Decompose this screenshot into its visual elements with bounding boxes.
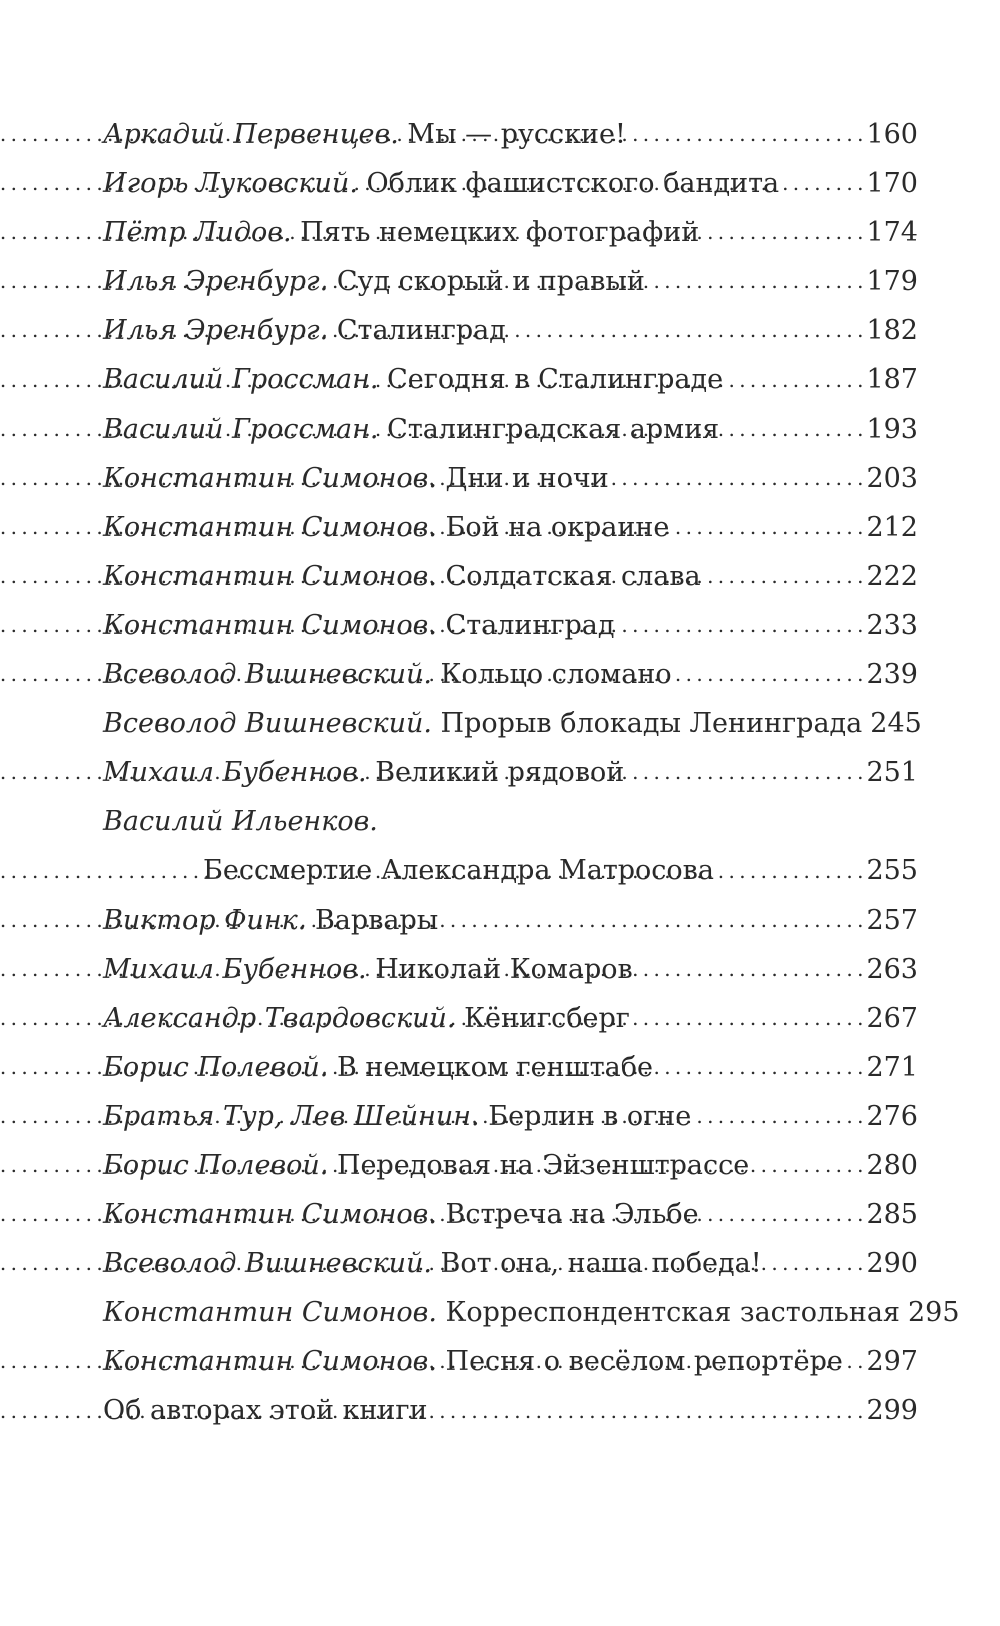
toc-page-number: 245 bbox=[870, 708, 922, 740]
toc-author: Всеволод Вишневский. bbox=[103, 659, 432, 691]
toc-title: Кёнигсберг bbox=[464, 1002, 630, 1034]
dot-leader bbox=[630, 110, 863, 159]
toc-page-number: 276 bbox=[866, 1100, 918, 1132]
toc-page-number: 263 bbox=[866, 953, 918, 985]
toc-entry bbox=[103, 355, 918, 404]
toc-title: Вот она, наша победа! bbox=[440, 1248, 762, 1280]
toc-title: Сегодня в Сталинграде bbox=[387, 364, 724, 396]
dot-leader bbox=[753, 1141, 862, 1190]
toc-page-number: 160 bbox=[866, 119, 918, 150]
toc-entry bbox=[103, 1190, 918, 1239]
toc-title: Берлин в огне bbox=[488, 1100, 692, 1132]
toc-entry bbox=[103, 405, 918, 454]
toc-page-number: 285 bbox=[866, 1199, 918, 1231]
toc-author: Всеволод Вишневский. bbox=[103, 708, 432, 740]
dot-leader bbox=[718, 846, 862, 895]
toc-page-number: 239 bbox=[866, 659, 918, 691]
toc-page-number: 182 bbox=[866, 315, 918, 347]
toc-title: В немецком генштабе bbox=[336, 1051, 653, 1083]
toc-entry bbox=[103, 110, 918, 159]
dot-leader bbox=[847, 1337, 863, 1386]
toc-author: Илья Эренбург. bbox=[103, 315, 329, 347]
toc-author: Александр Твардовский. bbox=[103, 1002, 456, 1034]
toc-page-number: 179 bbox=[866, 266, 918, 298]
toc-title: Песня о весёлом репортёре bbox=[445, 1346, 843, 1378]
toc-page-number: 233 bbox=[866, 609, 918, 641]
toc-author: Пётр Лидов. bbox=[103, 217, 292, 249]
toc-page-number: 297 bbox=[866, 1346, 918, 1378]
toc-author: Василий Ильенков. bbox=[103, 806, 378, 838]
toc-author: Михаил Бубеннов. bbox=[103, 953, 367, 985]
toc-page-number: 290 bbox=[866, 1248, 918, 1280]
dot-leader bbox=[432, 1386, 863, 1435]
toc-entry bbox=[103, 1141, 918, 1190]
toc-title: Об авторах этой книги bbox=[103, 1395, 428, 1427]
dot-leader bbox=[634, 994, 863, 1043]
toc-page-number: 280 bbox=[866, 1149, 918, 1181]
toc-entry bbox=[103, 748, 918, 797]
toc-page-number: 257 bbox=[866, 904, 918, 936]
toc-title: Пять немецких фотографий bbox=[300, 217, 700, 249]
dot-leader bbox=[442, 896, 862, 945]
toc-author: Константин Симонов. bbox=[103, 511, 437, 543]
toc-entry bbox=[103, 994, 918, 1043]
toc-author: Константин Симонов. bbox=[103, 1297, 437, 1329]
toc-page-number: 193 bbox=[866, 413, 918, 445]
toc-title: Николай Комаров bbox=[375, 953, 633, 985]
toc-author: Илья Эренбург. bbox=[103, 266, 329, 298]
toc-page-number: 267 bbox=[866, 1002, 918, 1034]
toc-entry bbox=[103, 945, 918, 994]
toc-entry bbox=[103, 896, 918, 945]
dot-leader bbox=[703, 208, 862, 257]
toc-title: Бой на окраине bbox=[445, 511, 670, 543]
toc-page-number: 299 bbox=[866, 1395, 918, 1427]
toc-entry-title-line bbox=[103, 846, 918, 895]
dot-leader bbox=[673, 503, 862, 552]
toc-author: Василий Гроссман. bbox=[103, 413, 379, 445]
toc-title: Сталинградская армия bbox=[387, 413, 720, 445]
dot-leader bbox=[723, 405, 862, 454]
toc-page-number: 271 bbox=[866, 1051, 918, 1083]
toc-entry bbox=[103, 503, 918, 552]
dot-leader bbox=[510, 306, 863, 355]
toc-entry bbox=[103, 699, 922, 748]
toc-title: Суд скорый и правый bbox=[336, 266, 645, 298]
toc-author: Борис Полевой. bbox=[103, 1051, 329, 1083]
toc-author: Константин Симонов. bbox=[103, 462, 437, 494]
toc-title: Облик фашистского бандита bbox=[366, 168, 780, 200]
toc-title: Варвары bbox=[314, 904, 439, 936]
toc-title: Передовая на Эйзенштрассе bbox=[336, 1149, 750, 1181]
dot-leader bbox=[637, 945, 863, 994]
toc-page-number: 251 bbox=[866, 757, 918, 789]
toc-author: Константин Симонов. bbox=[103, 1346, 437, 1378]
toc-page-number: 295 bbox=[907, 1297, 960, 1329]
toc-entry bbox=[103, 1043, 918, 1092]
toc-entry bbox=[103, 601, 918, 650]
toc-author: Игорь Луковский. bbox=[103, 168, 358, 200]
toc-author: Борис Полевой. bbox=[103, 1149, 329, 1181]
toc-title: Солдатская слава bbox=[445, 560, 701, 592]
dot-leader bbox=[676, 650, 863, 699]
toc-author: Константин Симонов. bbox=[103, 560, 437, 592]
toc-author: Братья Тур, Лев Шейнин. bbox=[103, 1100, 480, 1132]
toc-author: Михаил Бубеннов. bbox=[103, 757, 367, 789]
dot-leader bbox=[657, 1043, 863, 1092]
toc-entry bbox=[103, 159, 918, 208]
dot-leader bbox=[766, 1239, 863, 1288]
dot-leader bbox=[695, 1092, 862, 1141]
toc-author: Константин Симонов. bbox=[103, 1199, 437, 1231]
dot-leader bbox=[705, 552, 863, 601]
toc-entry bbox=[103, 1386, 918, 1435]
dot-leader bbox=[628, 748, 862, 797]
toc-title: Сталинград bbox=[445, 609, 615, 641]
dot-leader bbox=[783, 159, 862, 208]
toc-title: Дни и ночи bbox=[445, 462, 609, 494]
toc-page-number: 222 bbox=[866, 560, 918, 592]
dot-leader bbox=[649, 257, 863, 306]
toc-entry bbox=[103, 306, 918, 355]
toc-entry bbox=[103, 552, 918, 601]
toc-entry-author-line bbox=[103, 797, 918, 846]
toc-entry bbox=[103, 208, 918, 257]
toc-page-number: 170 bbox=[866, 168, 918, 200]
toc-page-number: 187 bbox=[866, 364, 918, 396]
toc-author: Виктор Финк. bbox=[103, 904, 307, 936]
dot-leader bbox=[727, 355, 862, 404]
toc-title: Встреча на Эльбе bbox=[445, 1199, 699, 1231]
toc-entry bbox=[103, 454, 918, 503]
toc-entry bbox=[103, 257, 918, 306]
toc-page-number: 174 bbox=[866, 217, 918, 249]
toc-title: Великий рядовой bbox=[375, 757, 625, 789]
dot-leader bbox=[613, 454, 863, 503]
dot-leader bbox=[703, 1190, 863, 1239]
dot-leader bbox=[619, 601, 863, 650]
toc-title: Кольцо сломано bbox=[440, 659, 672, 691]
toc-page-number: 203 bbox=[866, 462, 918, 494]
toc-entry bbox=[103, 1092, 918, 1141]
toc-author: Аркадий Первенцев. bbox=[103, 119, 399, 150]
toc-entry bbox=[103, 1337, 918, 1386]
toc-title: Прорыв блокады Ленинграда bbox=[440, 708, 863, 740]
toc-author: Василий Гроссман. bbox=[103, 364, 379, 396]
toc-title: Бессмертие Александра Матросова bbox=[203, 855, 714, 887]
toc-entry bbox=[103, 1239, 918, 1288]
toc-page-number: 255 bbox=[866, 855, 918, 887]
toc-page-number: 212 bbox=[866, 511, 918, 543]
toc-entry bbox=[103, 1288, 960, 1337]
toc-title: Корреспондентская застольная bbox=[445, 1297, 900, 1329]
toc-author: Константин Симонов. bbox=[103, 609, 437, 641]
toc-title: Мы — русские! bbox=[407, 119, 626, 150]
toc-entry bbox=[103, 650, 918, 699]
toc-author: Всеволод Вишневский. bbox=[103, 1248, 432, 1280]
toc-title: Сталинград bbox=[336, 315, 506, 347]
table-of-contents bbox=[103, 110, 960, 1436]
